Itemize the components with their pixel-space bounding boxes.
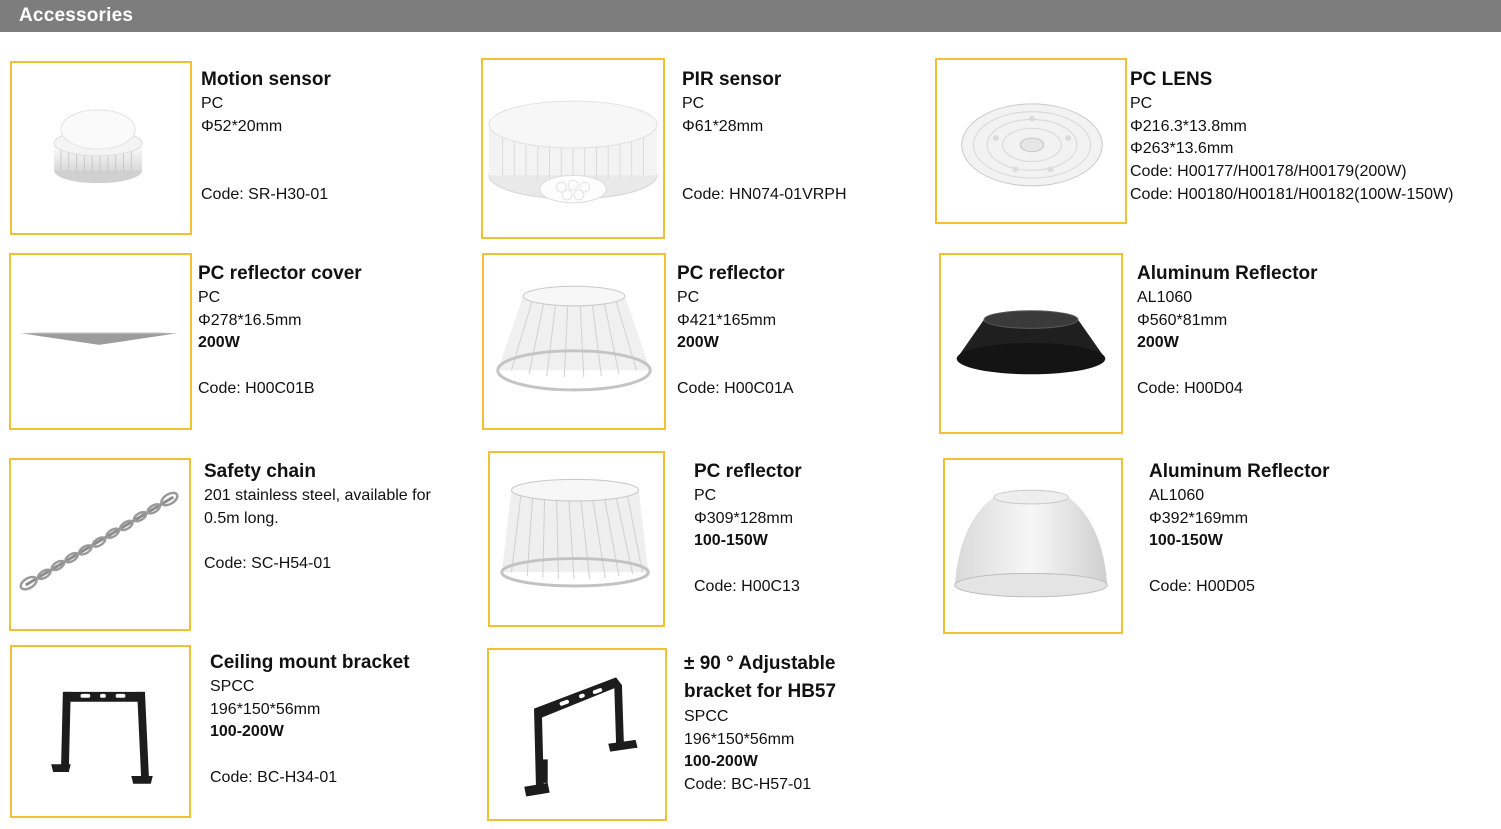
item-title: Motion sensor <box>201 69 331 90</box>
item-material: PC <box>682 95 705 112</box>
item-code: Code: H00180/H00181/H00182(100W-150W) <box>1130 185 1454 203</box>
aluminum-reflector-silver-image <box>943 458 1123 634</box>
item-dimensions: 196*150*56mm <box>684 730 795 748</box>
item-dimensions: 196*150*56mm <box>210 700 321 718</box>
pir-sensor-image <box>481 58 665 239</box>
item-code: Code: SC-H54-01 <box>204 555 332 573</box>
item-code: Code: BC-H57-01 <box>684 776 812 794</box>
item-material: SPCC <box>684 708 729 725</box>
item-material: PC <box>677 289 700 306</box>
item-dimensions: Φ309*128mm <box>694 509 794 527</box>
item-info-reflector-cover <box>198 261 458 401</box>
pc-lens-image <box>935 58 1127 224</box>
item-title: PIR sensor <box>682 69 782 90</box>
item-code: Code: H00D05 <box>1149 577 1255 595</box>
item-dimensions: Φ263*13.6mm <box>1130 140 1234 158</box>
item-code: Code: H00177/H00178/H00179(200W) <box>1130 163 1407 181</box>
reflector-cover-image <box>9 253 192 430</box>
item-code: Code: SR-H30-01 <box>201 185 329 203</box>
item-title: PC reflector <box>677 263 785 284</box>
item-power: 200W <box>1137 334 1179 352</box>
item-title: PC reflector cover <box>198 263 362 284</box>
aluminum-reflector-black-image <box>939 253 1123 434</box>
item-title: PC LENS <box>1130 69 1213 90</box>
item-dimensions: Φ392*169mm <box>1149 509 1249 527</box>
item-material: PC <box>198 289 221 306</box>
adjustable-bracket-image <box>487 648 667 821</box>
item-material: PC <box>201 95 224 112</box>
item-power: 100-150W <box>1149 532 1223 550</box>
item-info-safety-chain <box>204 459 459 576</box>
item-material: SPCC <box>210 678 255 695</box>
item-title: Safety chain <box>204 461 316 482</box>
item-info-adjustable-bracket <box>684 650 944 797</box>
item-material: AL1060 <box>1137 289 1193 306</box>
item-code: Code: H00D04 <box>1137 379 1243 397</box>
item-info-pc-reflector-200w <box>677 261 917 401</box>
item-power: 100-200W <box>210 723 284 741</box>
item-dimensions: Φ278*16.5mm <box>198 311 302 329</box>
pc-reflector-image <box>482 253 666 430</box>
item-dimensions: Φ560*81mm <box>1137 311 1228 329</box>
item-material: PC <box>1130 95 1153 112</box>
item-dimensions: Φ52*20mm <box>201 117 283 135</box>
item-title: Ceiling mount bracket <box>210 652 410 673</box>
item-material: PC <box>694 487 717 504</box>
item-power: 200W <box>677 334 719 352</box>
section-header <box>0 0 1501 32</box>
item-info-pc-lens <box>1130 67 1490 207</box>
item-title: Aluminum Reflector <box>1149 461 1330 482</box>
item-code: Code: H00C13 <box>694 577 800 595</box>
item-info-aluminum-reflector-150w <box>1149 459 1409 599</box>
item-material: 201 stainless steel, available for 0.5m long. <box>204 487 431 527</box>
item-code: Code: HN074-01VRPH <box>682 185 847 203</box>
item-info-aluminum-reflector-200w <box>1137 261 1397 401</box>
item-power: 100-200W <box>684 753 758 771</box>
safety-chain-image <box>9 458 191 631</box>
item-info-motion-sensor <box>201 67 461 206</box>
item-dimensions: Φ421*165mm <box>677 311 777 329</box>
item-dimensions: Φ216.3*13.8mm <box>1130 117 1247 135</box>
pc-reflector-small-image <box>488 451 665 627</box>
item-code: Code: H00C01A <box>677 379 794 397</box>
item-dimensions: Φ61*28mm <box>682 117 764 135</box>
item-info-pc-reflector-150w <box>694 459 924 599</box>
ceiling-bracket-image <box>10 645 191 818</box>
item-material: AL1060 <box>1149 487 1205 504</box>
item-title: PC reflector <box>694 461 802 482</box>
item-title: bracket for HB57 <box>684 681 837 702</box>
motion-sensor-image <box>10 61 192 235</box>
item-power: 100-150W <box>694 532 768 550</box>
section-title: Accessories <box>19 5 134 26</box>
item-code: Code: H00C01B <box>198 379 315 397</box>
item-info-ceiling-bracket <box>210 650 470 790</box>
item-power: 200W <box>198 334 240 352</box>
item-code: Code: BC-H34-01 <box>210 768 338 786</box>
item-title: ± 90 ° Adjustable <box>684 653 836 674</box>
item-title: Aluminum Reflector <box>1137 263 1318 284</box>
item-info-pir-sensor <box>682 67 922 206</box>
